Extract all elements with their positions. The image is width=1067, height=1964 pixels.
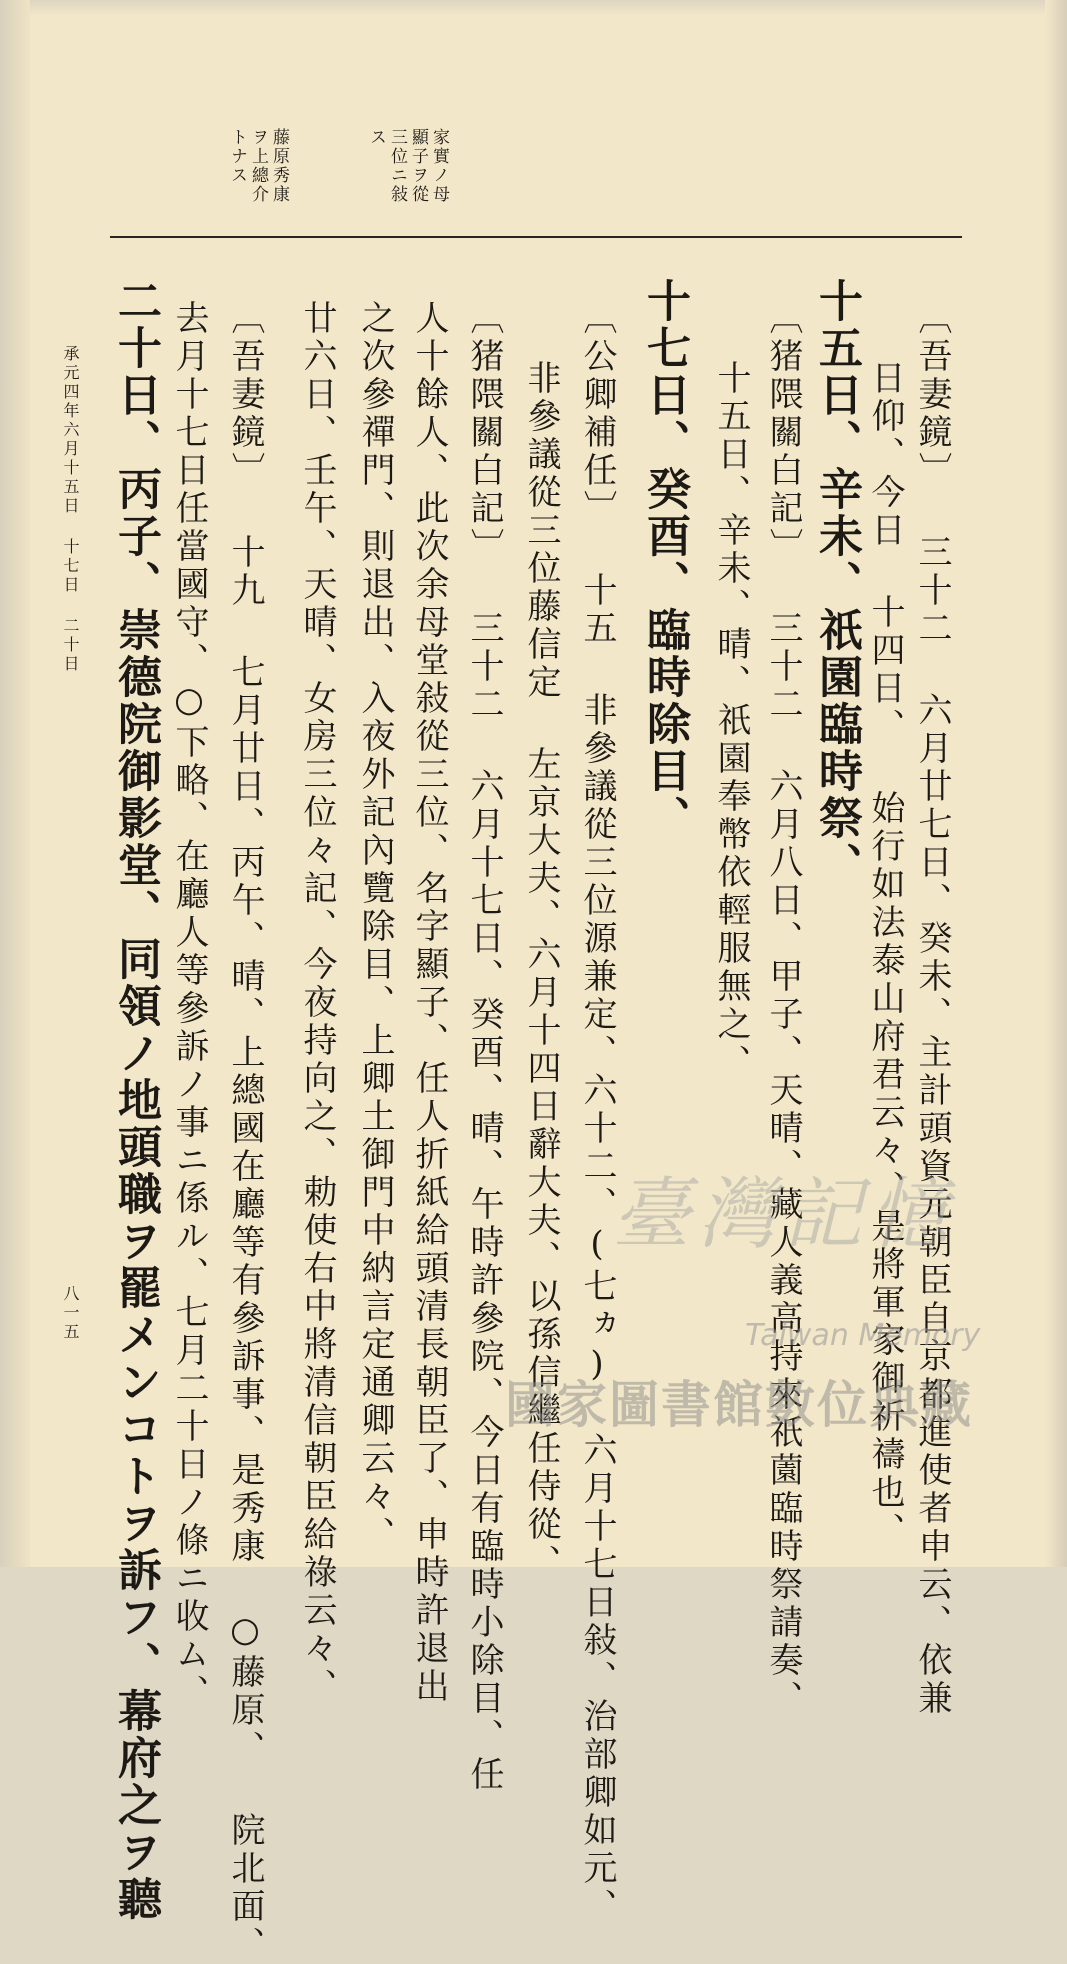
- text-column: 去月十七日任當國守、○下略、在廳人等參訴ノ事ニ係ル、七月二十日ノ條ニ收ム、: [169, 300, 209, 1712]
- text-column: 十五日、辛未、晴、祇園奉幣依輕服無之、: [711, 360, 751, 1082]
- entry-heading: 十七日、癸酉、臨時除目、: [639, 278, 690, 842]
- text-column: 人十餘人、此次余母堂敍從三位、名字顯子、任人折紙給頭清長朝臣了、申時許退出: [409, 300, 449, 1706]
- text-column: 之次參禪門、則退出、入夜外記內覽除目、上卿土御門中納言定通卿云々、: [355, 300, 395, 1554]
- text-column: 廿六日、壬午、天晴、女房三位々記、今夜持向之、勅使右中將清信朝臣給祿云々、: [297, 300, 337, 1706]
- text-column: 〔公卿補任〕 十五 非參議從三位源兼定、六十二、(七ヵ) 六月十七日敍、治部卿如元、: [577, 300, 617, 1926]
- text-column: 日仰、今日 十四日、 始行如法泰山府君云々、是將軍家御祈禱也、: [865, 360, 905, 1550]
- entry-heading: 十五日、辛未、祇園臨時祭、: [811, 278, 862, 889]
- page-edge-right: [1045, 0, 1067, 1567]
- text-column: 非參議從三位藤信定 左京大夫、六月十四日辭大夫、以孫信繼任侍從、: [521, 360, 561, 1582]
- page-edge-top: [0, 0, 1067, 16]
- side-note: 家實ノ母: [429, 128, 449, 204]
- watermark-library: 國家圖書館數位典藏: [505, 1376, 973, 1434]
- side-note: ス: [366, 128, 386, 147]
- side-note: ヲ上總介: [248, 128, 268, 204]
- text-column: 〔猪隈關白記〕 三十二 六月八日、甲子、天晴、藏人義高持來祇薗臨時祭請奏、: [763, 300, 803, 1718]
- text-column: 〔吾妻鏡〕 三十二 六月廿七日、癸未、主計頭資元朝臣自京都進使者申云、依兼: [912, 300, 952, 1718]
- page-number: 八一五: [61, 1285, 80, 1342]
- header-rule: [110, 236, 962, 238]
- side-note: 顯子ヲ從: [408, 128, 428, 204]
- entry-heading: 二十日、丙子、崇德院御影堂、同領ノ地頭職ヲ罷メンコトヲ訴フ、幕府之ヲ聽: [110, 278, 161, 1923]
- watermark-english: Taiwan Memory: [745, 1318, 981, 1353]
- watermark-title: 臺灣記憶: [612, 1170, 957, 1260]
- running-head: 承元四年六月十五日 十七日 二十日: [61, 345, 80, 674]
- side-note: 三位ニ敍: [387, 128, 407, 204]
- text-column: 〔吾妻鏡〕 十九 七月廿日、丙午、晴、上總國在廳等有參訴事、是秀康 ○藤原、 院北面、: [225, 300, 265, 1964]
- text-column: 〔猪隈關白記〕 三十二 六月十七日、癸酉、晴、午時許參院、今日有臨時小除目、任: [464, 300, 504, 1794]
- side-note: 藤原秀康: [269, 128, 289, 204]
- page-edge-left: [0, 0, 30, 1567]
- side-note: トナス: [227, 128, 247, 185]
